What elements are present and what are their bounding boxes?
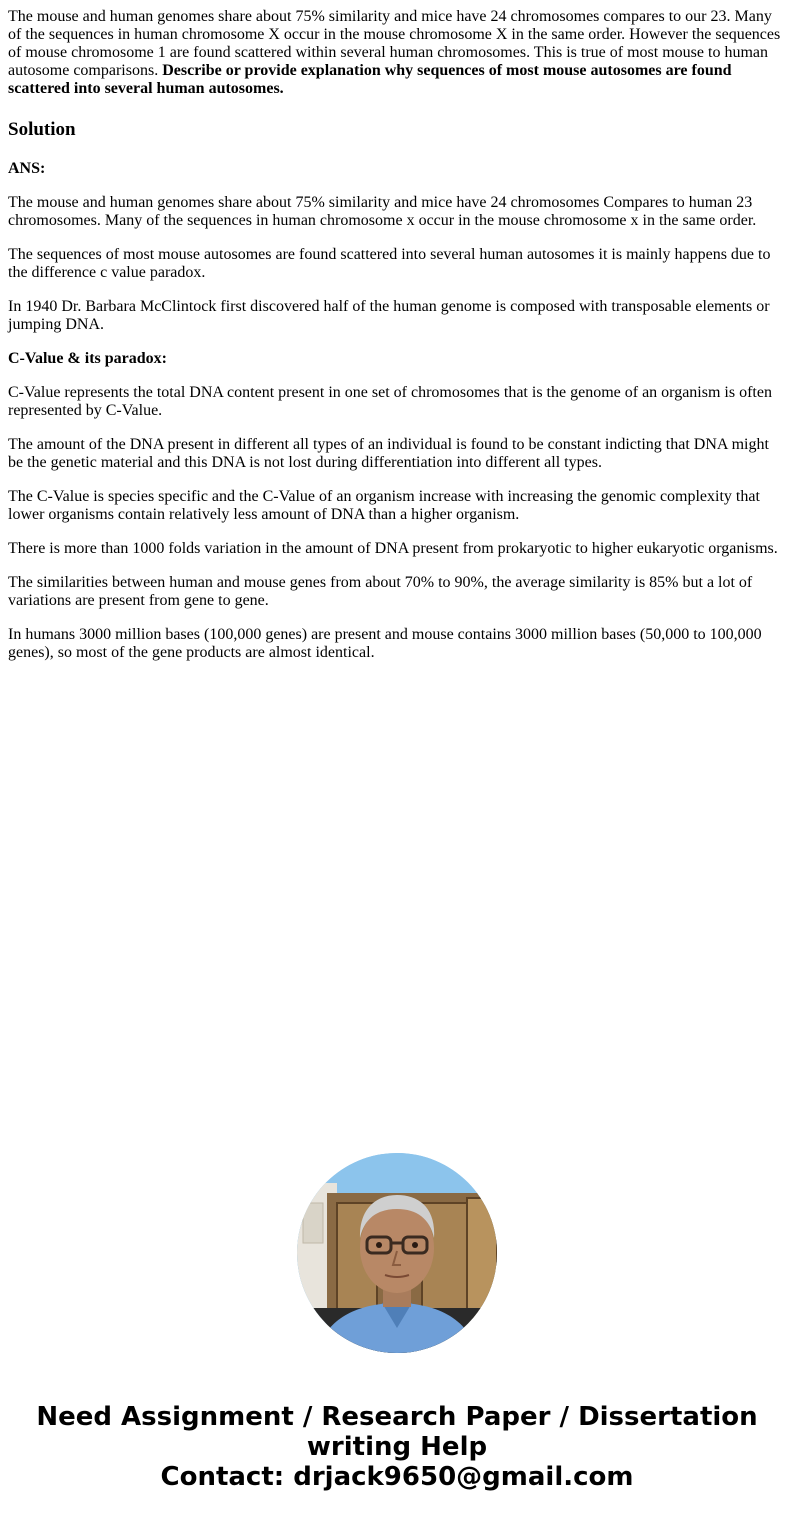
ans-label: ANS: — [8, 160, 46, 177]
cvalue-heading: C-Value & its paradox: — [8, 350, 167, 367]
answer-paragraph: The mouse and human genomes share about 75% similarity and mice have 24 chromosomes Compares to human 23 chromosomes. Many of the sequences in human chromosome x occur in the mouse chromosome x in the same order. — [8, 194, 757, 229]
question-bold-text: Describe or provide explanation why sequences of most mouse autosomes are found scattered into several human autosomes. — [8, 62, 732, 97]
promo-line-2: writing Help — [306, 1432, 488, 1462]
answer-paragraph: In 1940 Dr. Barbara McClintock first discovered half of the human genome is composed with transposable elements or jumping DNA. — [8, 298, 770, 333]
document-body — [8, 8, 786, 678]
author-avatar-photo — [297, 1153, 497, 1353]
promo-contact-line: Contact: drjack9650@gmail.com — [160, 1462, 634, 1492]
question-paragraph — [8, 8, 786, 98]
promo-banner — [0, 1402, 794, 1492]
solution-heading: Solution — [8, 119, 76, 140]
cvalue-paragraph: C-Value represents the total DNA content present in one set of chromosomes that is the genome of an organism is often represented by C-Value. — [8, 384, 772, 419]
cvalue-paragraph: The C-Value is species specific and the C-Value of an organism increase with increasing the genomic complexity that lower organisms contain relatively less amount of DNA than a higher organism. — [8, 488, 760, 523]
cvalue-paragraph: The similarities between human and mouse genes from about 70% to 90%, the average similarity is 85% but a lot of variations are present from gene to gene. — [8, 574, 753, 609]
person-photo-icon — [297, 1153, 497, 1353]
cvalue-paragraph: The amount of the DNA present in different all types of an individual is found to be constant indicting that DNA might be the genetic material and this DNA is not lost during differentiation into different all types. — [8, 436, 769, 471]
cvalue-paragraph: In humans 3000 million bases (100,000 genes) are present and mouse contains 3000 million bases (50,000 to 100,000 genes), so most of the gene products are almost identical. — [8, 626, 762, 661]
cvalue-paragraph: There is more than 1000 folds variation in the amount of DNA present from prokaryotic to higher eukaryotic organisms. — [8, 540, 778, 557]
promo-line-1: Need Assignment / Research Paper / Dissertation — [36, 1402, 758, 1432]
question-text: The mouse and human genomes share about 75% similarity and mice have 24 chromosomes compares to our 23. Many of the sequences in human chromosome X occur in the mouse chromosome X in the same order. However the sequences of mouse chromosome 1 are found scattered within several human chromosomes. This is true of most mouse to human autosome comparisons. — [8, 8, 781, 79]
answer-paragraph: The sequences of most mouse autosomes are found scattered into several human autosomes it is mainly happens due to the difference c value paradox. — [8, 246, 771, 281]
